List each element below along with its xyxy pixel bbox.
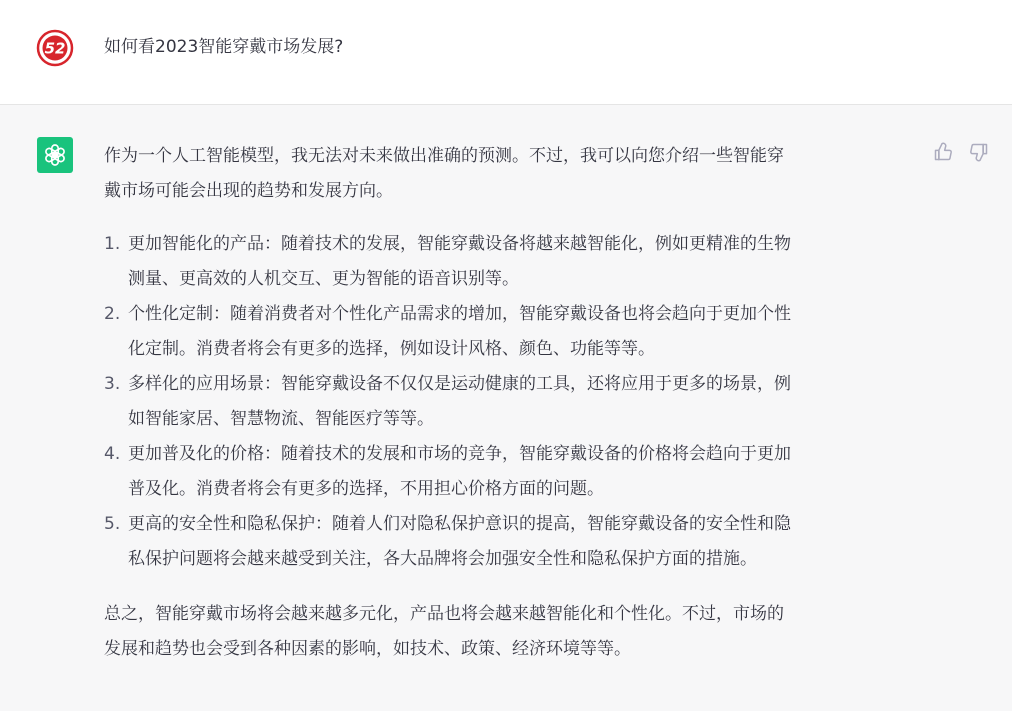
openai-logo-icon (42, 142, 68, 168)
intro-line: 作为一个人工智能模型，我无法对未来做出准确的预测。不过，我可以向您介绍一些智能穿 (104, 146, 784, 166)
list-line: 多样化的应用场景：智能穿戴设备不仅仅是运动健康的工具，还将应用于更多的场景，例 (128, 374, 791, 394)
list-line: 测量、更高效的人机交互、更为智能的语音识别等。 (128, 269, 519, 289)
list-item (104, 367, 914, 437)
list-line: 更加普及化的价格：随着技术的发展和市场的竞争，智能穿戴设备的价格将会趋向于更加 (128, 444, 791, 464)
conclusion-line: 总之，智能穿戴市场将会越来越多元化，产品也将会越来越智能化和个性化。不过，市场的 (104, 604, 784, 624)
conclusion-line: 发展和趋势也会受到各种因素的影响，如技术、政策、经济环境等等。 (104, 639, 631, 659)
list-line: 更加智能化的产品：随着技术的发展，智能穿戴设备将越来越智能化，例如更精准的生物 (128, 234, 791, 254)
list-item (104, 227, 914, 297)
like-button[interactable] (932, 141, 954, 163)
list-item (104, 437, 914, 507)
list-line: 普及化。消费者将会有更多的选择，不用担心价格方面的问题。 (128, 479, 604, 499)
assistant-message-row (0, 105, 1012, 711)
trend-list (104, 227, 914, 577)
list-number: 2. (104, 304, 121, 324)
list-number: 5. (104, 514, 121, 534)
dislike-button[interactable] (968, 141, 990, 163)
intro-line: 戴市场可能会出现的趋势和发展方向。 (104, 181, 393, 201)
list-number: 3. (104, 374, 121, 394)
list-line: 如智能家居、智慧物流、智能医疗等等。 (128, 409, 434, 429)
list-item (104, 507, 914, 577)
assistant-answer (104, 139, 914, 667)
thumbs-up-icon (933, 142, 953, 162)
list-line: 化定制。消费者将会有更多的选择，例如设计风格、颜色、功能等等。 (128, 339, 655, 359)
assistant-avatar (37, 137, 73, 173)
user-message-row (0, 0, 1012, 105)
user-avatar (36, 29, 74, 67)
user-avatar-text: 52 (44, 39, 66, 58)
user-question: 如何看2023智能穿戴市场发展? (104, 37, 344, 57)
list-line: 更高的安全性和隐私保护：随着人们对隐私保护意识的提高，智能穿戴设备的安全性和隐 (128, 514, 791, 534)
list-line: 私保护问题将会越来越受到关注，各大品牌将会加强安全性和隐私保护方面的措施。 (128, 549, 757, 569)
answer-conclusion (104, 597, 914, 667)
red-52-logo-icon (36, 29, 74, 67)
answer-intro (104, 139, 914, 209)
list-number: 1. (104, 234, 121, 254)
list-item (104, 297, 914, 367)
list-number: 4. (104, 444, 121, 464)
thumbs-down-icon (969, 142, 989, 162)
list-line: 个性化定制：随着消费者对个性化产品需求的增加，智能穿戴设备也将会趋向于更加个性 (128, 304, 791, 324)
